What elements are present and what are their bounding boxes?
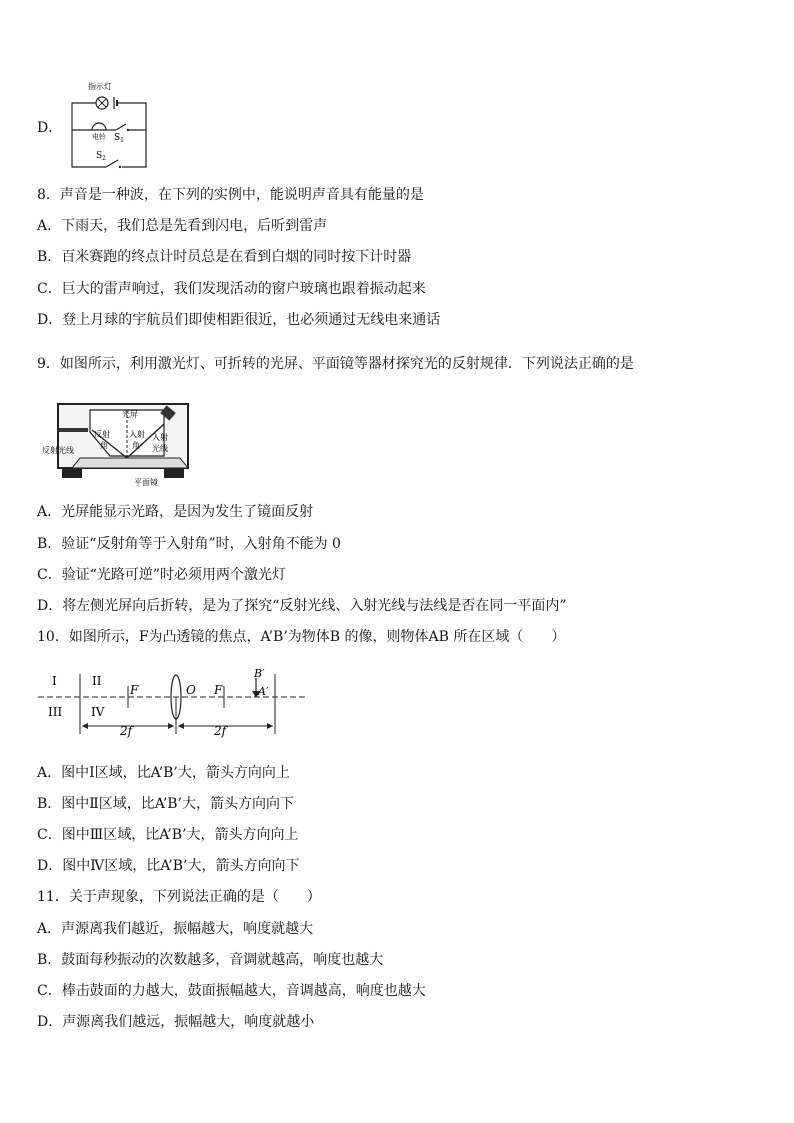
- focus-right-label: F: [214, 683, 223, 697]
- center-label: O: [186, 683, 196, 697]
- reflect-angle-label-2: 角: [100, 441, 108, 450]
- region-3-label: III: [48, 705, 63, 719]
- q8-option-c: C．巨大的雷声响过，我们发现活动的窗户玻璃也跟着振动起来: [37, 281, 426, 297]
- reflect-ray-label: 反射光线: [42, 446, 74, 455]
- q10-option-c: C．图中Ⅲ区域，比A’B’大，箭头方向向上: [37, 827, 299, 843]
- mirror-label: 平面镜: [134, 478, 158, 487]
- s2-label: S: [96, 151, 103, 161]
- image-top-label: B′: [254, 667, 265, 680]
- s1-label: S: [114, 133, 121, 143]
- reflect-angle-label-1: 反射: [94, 430, 110, 439]
- image-bottom-label: A′: [258, 685, 269, 698]
- q8-option-a: A．下雨天，我们总是先看到闪电，后听到雷声: [37, 218, 328, 234]
- bell-icon: [92, 123, 106, 130]
- q9-option-c: C．验证“光路可逆”时必须用两个激光灯: [37, 567, 287, 583]
- q9-option-d: D．将左侧光屏向后折转，是为了探究“反射光线、入射光线与法线是否在同一平面内”: [37, 598, 567, 614]
- q8-option-b: B．百米赛跑的终点计时员总是在看到白烟的同时按下计时器: [37, 249, 412, 265]
- q9-stem: 9．如图所示，利用激光灯、可折转的光屏、平面镜等器材探究光的反射规律．下列说法正确的是: [37, 356, 634, 372]
- q10-stem: 10．如图所示，F为凸透镜的焦点，A’B’为物体B 的像，则物体AB 所在区域（ ）: [37, 629, 566, 645]
- mirror-icon: [72, 458, 188, 468]
- region-4-label: IV: [91, 705, 105, 719]
- q11-option-b: B．鼓面每秒振动的次数越多，音调就越高，响度也越大: [37, 952, 384, 968]
- bell-label: 电铃: [92, 133, 106, 141]
- q10-option-a: A．图中Ⅰ区域，比A’B’大，箭头方向向上: [37, 765, 290, 781]
- q11-option-d: D．声源离我们越远，振幅越大，响度就越小: [37, 1014, 315, 1030]
- svg-text:S1: [114, 133, 124, 144]
- q9-option-b: B．验证“反射角等于入射角”时，入射角不能为 0: [37, 536, 341, 552]
- focus-left-label: F: [130, 683, 139, 697]
- incident-angle-label-1: 入射: [129, 430, 145, 439]
- q11-stem: 11．关于声现象，下列说法正确的是（ ）: [37, 889, 321, 905]
- svg-text:S2: [96, 151, 106, 162]
- screen-label: 光屏: [122, 410, 138, 419]
- s1-subscript: 1: [120, 137, 124, 144]
- q11-option-a: A．声源离我们越近，振幅越大，响度就越大: [37, 921, 314, 937]
- q8-stem: 8．声音是一种波，在下列的实例中，能说明声音具有能量的是: [37, 187, 424, 203]
- q10-option-b: B．图中Ⅱ区域，比A’B’大，箭头方向向下: [37, 796, 295, 812]
- incident-ray-label-2: 光线: [152, 444, 168, 453]
- region-1-label: I: [52, 674, 57, 688]
- dist-right-label: 2f: [214, 724, 227, 738]
- q11-option-c: C．棒击鼓面的力越大，鼓面振幅越大，音调越高，响度也越大: [37, 983, 426, 999]
- q9-option-a: A．光屏能显示光路，是因为发生了镜面反射: [37, 504, 314, 520]
- lamp-label: 指示灯: [88, 82, 112, 91]
- q9-reflection-figure: [40, 402, 196, 492]
- switch-s1-icon: [116, 124, 126, 130]
- q10-option-d: D．图中Ⅳ区域，比A’B’大，箭头方向向下: [37, 858, 300, 874]
- incident-ray-label-1: 入射: [152, 433, 168, 442]
- q7-option-d-label: D．: [37, 120, 63, 136]
- s2-subscript: 2: [102, 155, 106, 162]
- q8-option-d: D．登上月球的宇航员们即使相距很近，也必须通过无线电来通话: [37, 312, 441, 328]
- q10-lens-figure: [36, 664, 308, 742]
- q7-circuit-diagram: [66, 78, 156, 172]
- dist-left-label: 2f: [120, 724, 133, 738]
- incident-angle-label-2: 角: [132, 441, 140, 450]
- region-2-label: II: [92, 674, 102, 688]
